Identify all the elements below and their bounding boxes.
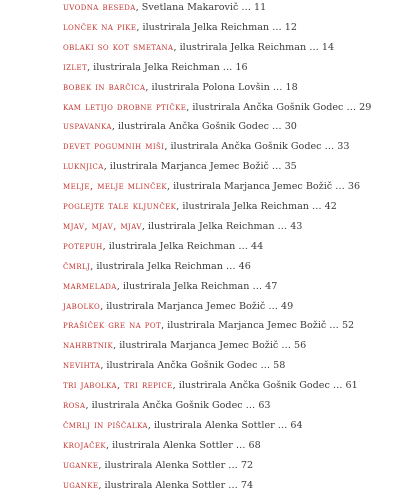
toc-entry-title: prašiček gre na pot bbox=[63, 319, 162, 332]
toc-entry-illustrator-page: , ilustrirala Alenka Sottler … 74 bbox=[98, 479, 254, 491]
toc-entry-title: uganke bbox=[63, 478, 99, 491]
toc-entry bbox=[63, 438, 261, 452]
toc-entry-title: lonček na pike bbox=[63, 20, 137, 33]
toc-entry-title: mjav, mjav, mjav bbox=[63, 219, 142, 232]
toc-entry bbox=[63, 219, 302, 233]
toc-entry-title: uganke bbox=[63, 458, 99, 471]
toc-entry-title: potepuh bbox=[63, 239, 103, 252]
toc-entry-title: uvodna beseda bbox=[63, 1, 136, 13]
toc-entry-illustrator-page: , ilustrirala Marjanca Jemec Božič … 56 bbox=[113, 340, 307, 352]
toc-entry-illustrator-page: , ilustrirala Jelka Reichman … 42 bbox=[176, 201, 337, 212]
toc-entry-illustrator-page: , ilustrirala Marjanca Jemec Božič … 52 bbox=[161, 320, 355, 332]
table-of-contents bbox=[63, 0, 393, 491]
toc-entry-illustrator-page: , ilustrirala Marjanca Jemec Božič … 36 bbox=[167, 181, 361, 193]
toc-entry-illustrator-page: , ilustrirala Ančka Gošnik Godec … 33 bbox=[164, 141, 350, 153]
toc-entry-illustrator-page: , ilustrirala Alenka Sottler … 68 bbox=[106, 439, 261, 451]
toc-entry-title: uspavanka bbox=[63, 120, 112, 133]
toc-entry bbox=[63, 358, 285, 372]
toc-entry bbox=[63, 179, 360, 193]
toc-entry-illustrator-page: , ilustrirala Jelka Reichman … 12 bbox=[136, 21, 298, 33]
toc-entry-title: luknjica bbox=[63, 160, 104, 173]
toc-entry-title: marmelada bbox=[63, 279, 117, 292]
toc-entry-title: izlet bbox=[63, 60, 88, 73]
toc-entry bbox=[63, 239, 263, 253]
toc-entry-illustrator-page: , ilustrirala Jelka Reichman … 16 bbox=[87, 61, 248, 73]
toc-entry-title: devet pogumnih miši bbox=[63, 140, 165, 153]
toc-entry bbox=[63, 338, 306, 352]
toc-entry-title: bobek in barčica bbox=[63, 80, 146, 93]
toc-entry bbox=[63, 398, 271, 412]
toc-entry bbox=[63, 299, 293, 313]
toc-entry bbox=[63, 259, 251, 273]
toc-entry bbox=[63, 159, 297, 173]
toc-entry-illustrator-page: , ilustrirala Alenka Sottler … 64 bbox=[147, 419, 303, 431]
toc-entry bbox=[63, 139, 349, 153]
toc-entry-illustrator-page: , Svetlana Makarovič … 11 bbox=[135, 2, 267, 13]
toc-entry bbox=[63, 199, 337, 213]
toc-entry-title: čmrlj bbox=[63, 259, 91, 272]
toc-entry bbox=[63, 20, 297, 34]
toc-entry-title: oblaki so kot smetana bbox=[63, 40, 174, 53]
toc-entry-title: kam letijo drobne ptičke bbox=[63, 100, 187, 113]
toc-entry-title: krojaček bbox=[63, 438, 106, 451]
toc-entry bbox=[63, 378, 358, 392]
toc-entry bbox=[63, 0, 266, 14]
toc-entry bbox=[63, 318, 354, 332]
toc-entry bbox=[63, 80, 298, 94]
toc-entry-illustrator-page: , ilustrirala Alenka Sottler … 72 bbox=[98, 459, 254, 471]
toc-entry bbox=[63, 40, 334, 54]
toc-entry-illustrator-page: , ilustrirala Marjanca Jemec Božič … 35 bbox=[103, 161, 297, 173]
toc-entry-title: nevihta bbox=[63, 359, 101, 372]
toc-entry-title: tri jabolka, tri repice bbox=[63, 379, 173, 392]
toc-entry-title: poglejte tale kljunček bbox=[63, 200, 177, 212]
toc-entry-title: melje, melje mlinček bbox=[63, 180, 167, 193]
toc-entry-illustrator-page: , ilustrirala Ančka Gošnik Godec … 30 bbox=[111, 121, 297, 133]
toc-entry-illustrator-page: , ilustrirala Jelka Reichman … 14 bbox=[173, 41, 335, 53]
toc-entry bbox=[63, 60, 248, 74]
toc-entry bbox=[63, 119, 297, 133]
toc-entry bbox=[63, 458, 253, 472]
toc-entry-illustrator-page: , ilustrirala Jelka Reichman … 47 bbox=[116, 280, 278, 292]
toc-entry-illustrator-page: , ilustrirala Ančka Gošnik Godec … 61 bbox=[172, 380, 358, 392]
toc-entry bbox=[63, 100, 371, 114]
toc-entry-title: čmrlj in piščalka bbox=[63, 418, 148, 431]
toc-entry-illustrator-page: , ilustrirala Ančka Gošnik Godec … 29 bbox=[186, 101, 372, 113]
toc-entry-title: nahrbtnik bbox=[63, 339, 114, 352]
toc-entry-illustrator-page: , ilustrirala Ančka Gošnik Godec … 58 bbox=[100, 360, 286, 372]
toc-entry bbox=[63, 478, 253, 492]
toc-entry bbox=[63, 279, 277, 293]
toc-entry-illustrator-page: , ilustrirala Jelka Reichman … 43 bbox=[141, 220, 303, 232]
toc-entry bbox=[63, 418, 303, 432]
toc-entry-title: rosa bbox=[63, 399, 86, 411]
toc-entry-illustrator-page: , ilustrirala Jelka Reichman … 46 bbox=[90, 260, 251, 272]
toc-entry-illustrator-page: , ilustrirala Ančka Gošnik Godec … 63 bbox=[85, 400, 271, 411]
toc-entry-title: jabolko bbox=[63, 299, 101, 312]
toc-entry-illustrator-page: , ilustrirala Jelka Reichman … 44 bbox=[102, 240, 264, 252]
toc-entry-illustrator-page: , ilustrirala Polona Lovšin … 18 bbox=[145, 81, 298, 93]
toc-entry-illustrator-page: , ilustrirala Marjanca Jemec Božič … 49 bbox=[100, 300, 294, 312]
